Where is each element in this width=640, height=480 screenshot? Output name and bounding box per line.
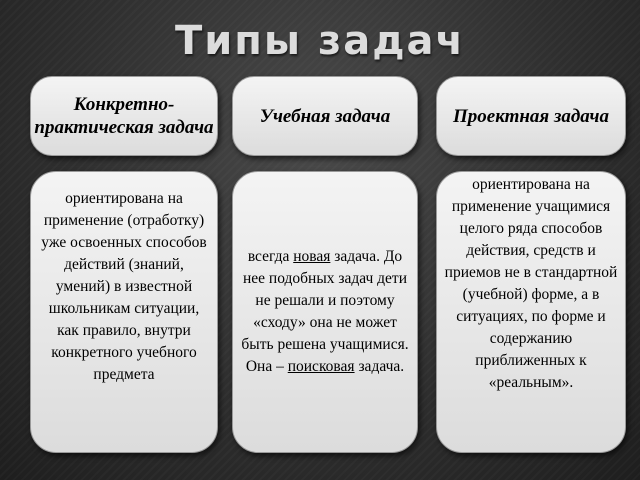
heading-practical: Конкретно-практическая задача bbox=[34, 94, 214, 138]
body-learning-part-3: задача. bbox=[354, 358, 405, 375]
slide-title: Типы задач bbox=[174, 18, 466, 64]
body-learning bbox=[233, 246, 417, 378]
body-learning-search: поисковая bbox=[287, 358, 355, 375]
body-learning-new: новая bbox=[293, 248, 331, 265]
body-card-practical bbox=[30, 171, 218, 453]
heading-project: Проектная задача bbox=[452, 105, 610, 127]
body-card-learning bbox=[232, 171, 418, 453]
body-practical: ориентирована на применение (отработку) уже освоенных способов действий (знаний, умений) в известной школьникам ситуации, как правило, внутри конкретного учебного предмета bbox=[41, 190, 207, 383]
body-learning-part-1: всегда bbox=[247, 248, 294, 265]
heading-card-project bbox=[436, 76, 626, 156]
body-project: ориентирована на применение учащимися целого ряда способов действия, средств и приемов не в стандартной (учебной) форме, а в ситуациях, по форме и содержанию приближенных к «реальным». bbox=[444, 176, 618, 391]
body-card-project bbox=[436, 171, 626, 453]
body-learning-part-2: задача. До нее подобных задач дети не решали и поэтому «сходу» она не может быть решена учащимися. Она – bbox=[241, 248, 409, 375]
heading-learning: Учебная задача bbox=[259, 105, 391, 127]
heading-card-learning bbox=[232, 76, 418, 156]
heading-card-practical bbox=[30, 76, 218, 156]
